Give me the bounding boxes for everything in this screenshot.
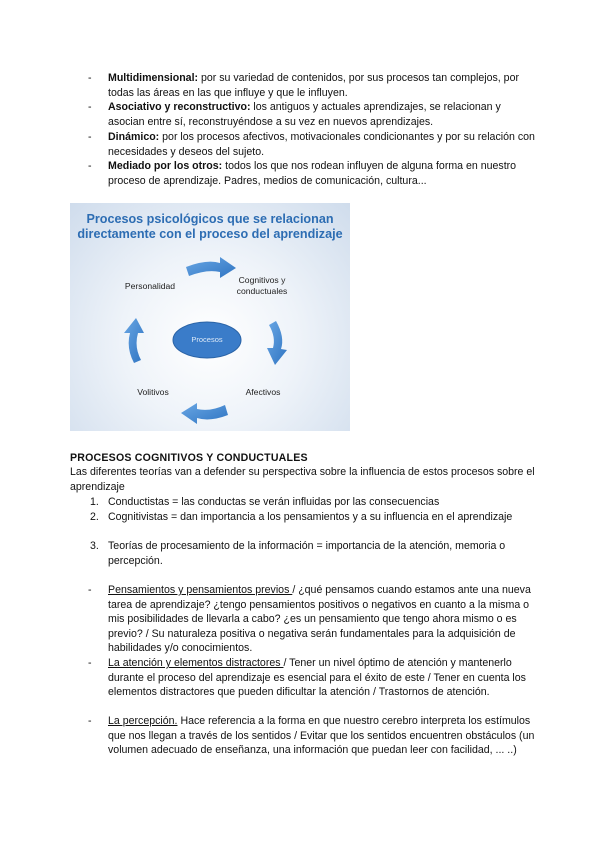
bullet-term: Pensamientos y pensamientos previos [108,584,293,596]
diagram-title-line1: Procesos psicológicos que se relacionan [86,212,334,226]
item-number: 2. [90,511,99,523]
center-label: Procesos [191,335,223,344]
processes-diagram [70,203,350,431]
bullet-dash: - [88,72,92,84]
bullet-dinamico [70,130,540,159]
section-heading: PROCESOS COGNITIVOS Y CONDUCTUALES [70,452,308,464]
section-intro: Las diferentes teorías van a defender su perspectiva sobre la influencia de estos procesos sobre el aprendizaje [70,466,535,493]
cycle-arrows [70,203,350,431]
bullet-term: La atención y elementos distractores [108,657,284,669]
label-cognitivos-1: Cognitivos y [238,275,286,285]
bullet-term: Asociativo y reconstructivo: [108,101,251,113]
bullet-text: por su variedad de contenidos, por sus procesos tan complejos, por todas las áreas en las que influye y que le influyen. [108,72,519,99]
bullet-term: Mediado por los otros: [108,160,223,172]
bullet-text: todos los que nos rodean influyen de alguna forma en nuestro proceso de aprendizaje. Padres, medios de comunicación, cultura... [108,160,517,187]
bullet-text: / Tener un nivel óptimo de atención y mantenerlo durante el proceso del aprendizaje es esencial para el éxito de este / Tener en cuenta los elementos distractores que pueden dificultar la atención / Trastornos de atención. [108,657,526,698]
item-number: 1. [90,496,99,508]
bullet-dash: - [88,160,92,172]
item-text: Cognitivistas = dan importancia a los pensamientos y a su influencia en el aprendizaje [108,511,513,523]
bullet-text: por los procesos afectivos, motivacionales condicionantes y por su relación con necesidades y deseos del sujeto. [108,131,535,158]
bullet-term: Multidimensional: [108,72,199,84]
label-volitivos: Volitivos [137,387,169,397]
item-text: Conductistas = las conductas se verán influidas por las consecuencias [108,496,440,508]
diagram-title-line2: directamente con el proceso del aprendizaje [77,227,343,241]
bullet-text: / ¿qué pensamos cuando estamos ante una nueva tarea de aprendizaje? ¿tengo pensamientos positivos o negativos en cuanto a la misma o mis posibilidades de llevarla a cabo? ¿es un pensamiento que tengo ahora mismo o es previo? / Su naturaleza positiva o negativa serán fundamentales para la adquisición de habilidades y/o conocimientos. [108,584,531,654]
bullet-mediado [70,159,540,188]
bullet-dash: - [88,584,92,596]
bullet-dash: - [88,657,92,669]
bullet-term: La percepción. [108,715,178,727]
label-afectivos: Afectivos [245,387,281,397]
bullet-asociativo [70,100,540,129]
arrow-left [124,318,144,363]
item-number: 3. [90,540,99,552]
bullet-dash: - [88,101,92,113]
label-cognitivos-2: conductuales [236,286,288,296]
bullet-text: los antiguos y actuales aprendizajes, se relacionan y asocian entre sí, reconstruyéndose a su vez en nuevos aprendizajes. [108,101,501,128]
bullet-dash: - [88,131,92,143]
arrow-right [267,321,287,365]
bullet-text: Hace referencia a la forma en que nuestro cerebro interpreta los estímulos que nos llegan a través de los sentidos / Evitar que los sentidos encuentren obstáculos (un volumen adecuado de enseñanza, una información que puedan leer con facilidad, ... ..) [108,715,535,756]
bullet-term: Dinámico: [108,131,160,143]
arrow-bottom [181,403,228,424]
bullet-multidimensional [70,71,540,100]
label-personalidad: Personalidad [124,281,176,291]
item-text: Teorías de procesamiento de la información = importancia de la atención, memoria o percepción. [108,540,506,567]
bullet-dash: - [88,715,92,727]
